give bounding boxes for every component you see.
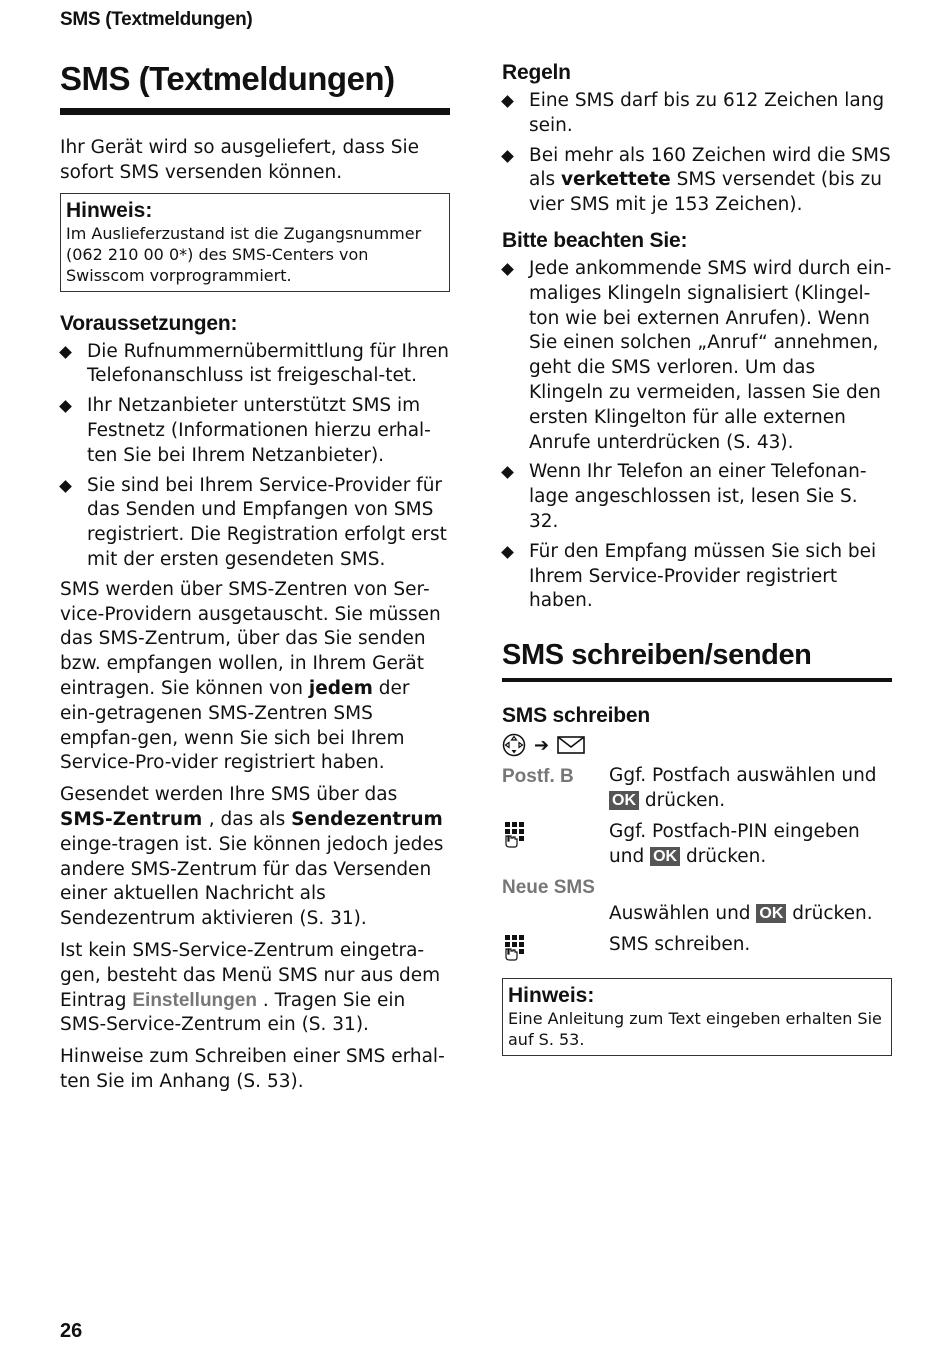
rules-list (502, 89, 892, 218)
paragraph-send-center: Gesendet werden Ihre SMS über das SMS-Zentrum , das als Sendezentrum einge-tragen ist. Sie können jedoch jedes andere SMS-Zentrum für das Versenden einer aktuellen Nachricht als Sendezentrum aktivieren (S. 31). (60, 784, 444, 930)
note-text: Eine Anleitung zum Text eingeben erhalten Sie auf S. 53. (508, 1009, 882, 1050)
step-row (502, 902, 892, 927)
arrow-icon: ➔ (534, 734, 550, 756)
envelope-icon (557, 735, 585, 755)
note-box (502, 978, 892, 1056)
notice-heading: Bitte beachten Sie: (502, 228, 688, 252)
step-row (502, 875, 892, 900)
step-row (502, 820, 892, 870)
step-row (502, 933, 892, 968)
paragraph-sms-centers: SMS werden über SMS-Zentren von Ser-vice-Providern ausgetauscht. Sie müssen das SMS-Zentrum, über das Sie senden bzw. empfangen wollen, in Ihrem Gerät eintragen. Sie können von jedem der ein-getragenen SMS-Zentren SMS empfan-gen, wenn Sie sich bei Ihrem Service-Pro-vider registriert haben. (60, 578, 441, 774)
list-item: Sie sind bei Ihrem Service-Provider für das Senden und Empfangen von SMS registriert. Die Registration erfolgt erst mit der ersten gesendeten SMS. (60, 474, 450, 573)
note-text: Im Auslieferzustand ist die Zugangsnummer (062 210 00 0*) des SMS-Centers von Swisscom vorprogrammiert. (66, 223, 422, 285)
prerequisites-list (60, 340, 450, 573)
step-text: SMS schreiben. (609, 934, 751, 956)
step-key: Neue SMS (502, 877, 595, 899)
steps-table (502, 764, 892, 968)
ok-key-icon: OK (650, 847, 680, 866)
step-key (502, 820, 609, 870)
list-item: Eine SMS darf bis zu 612 Zeichen lang sein. (502, 89, 892, 139)
note-heading: Hinweis: (66, 198, 153, 222)
ok-key-icon: OK (609, 791, 639, 810)
note-heading: Hinweis: (508, 984, 595, 1008)
prerequisites-heading: Voraussetzungen: (60, 311, 238, 335)
step-text: Ggf. Postfach auswählen und OK drücken. (609, 765, 877, 811)
list-item: Jede ankommende SMS wird durch ein-maliges Klingeln signalisiert (Klingel-ton wie bei externen Anrufen). Wenn Sie einen solchen „Anruf“ annehmen, geht die SMS verloren. Um das Klingeln zu vermeiden, lassen Sie den ersten Klingelton für alle externen Anrufe unterdrücken (S. 43). (502, 257, 892, 455)
diamond-bullet-icon (501, 466, 514, 479)
diamond-bullet-icon (501, 150, 514, 163)
diamond-bullet-icon (501, 263, 514, 276)
page-title: SMS (Textmeldungen) (60, 60, 450, 115)
list-item: Wenn Ihr Telefon an einer Telefonan-lage angeschlossen ist, lesen Sie S. 32. (502, 460, 892, 534)
diamond-bullet-icon (59, 346, 72, 359)
section-title: SMS schreiben/senden (502, 639, 892, 682)
rules-heading: Regeln (502, 61, 571, 84)
keypad-icon (502, 933, 530, 961)
step-text: Ggf. Postfach-PIN eingeben und OK drücken. (609, 820, 860, 867)
step-text: Auswählen und OK drücken. (609, 903, 873, 925)
step-key (502, 933, 609, 968)
page-number: 26 (60, 1320, 83, 1342)
intro-paragraph: Ihr Gerät wird so ausgeliefert, dass Sie sofort SMS versenden können. (60, 137, 419, 183)
ok-key-icon: OK (756, 904, 786, 923)
paragraph-no-center: Ist kein SMS-Service-Zentrum eingetra-gen, besteht das Menü SMS nur aus dem Eintrag Einstellungen . Tragen Sie ein SMS-Service-Zentrum ein (S. 31). (60, 939, 441, 1036)
running-header: SMS (Textmeldungen) (60, 9, 253, 30)
diamond-bullet-icon (59, 400, 72, 413)
step-row (502, 764, 892, 814)
list-item: Bei mehr als 160 Zeichen wird die SMS als verkettete SMS versendet (bis zu vier SMS mit je 153 Zeichen). (502, 144, 892, 218)
control-key-icon (502, 733, 526, 757)
right-column (502, 61, 892, 1076)
note-box (60, 193, 450, 292)
list-item: Die Rufnummernübermittlung für Ihren Telefonanschluss ist freigeschal-tet. (60, 340, 450, 390)
list-item: Für den Empfang müssen Sie sich bei Ihrem Service-Provider registriert haben. (502, 540, 892, 614)
left-column (60, 58, 450, 1102)
list-item: Ihr Netzanbieter unterstützt SMS im Festnetz (Informationen hierzu erhal-ten Sie bei Ihrem Netzanbieter). (60, 394, 450, 468)
diamond-bullet-icon (501, 95, 514, 108)
notice-list (502, 257, 892, 614)
diamond-bullet-icon (501, 546, 514, 559)
diamond-bullet-icon (59, 480, 72, 493)
paragraph-appendix: Hinweise zum Schreiben einer SMS erhal-ten Sie im Anhang (S. 53). (60, 1046, 445, 1092)
sub-heading: SMS schreiben (502, 704, 650, 728)
navigation-path (502, 732, 892, 758)
keypad-icon (502, 820, 530, 848)
step-key: Postf. B (502, 766, 574, 788)
menu-reference: Einstellungen (132, 989, 257, 1011)
